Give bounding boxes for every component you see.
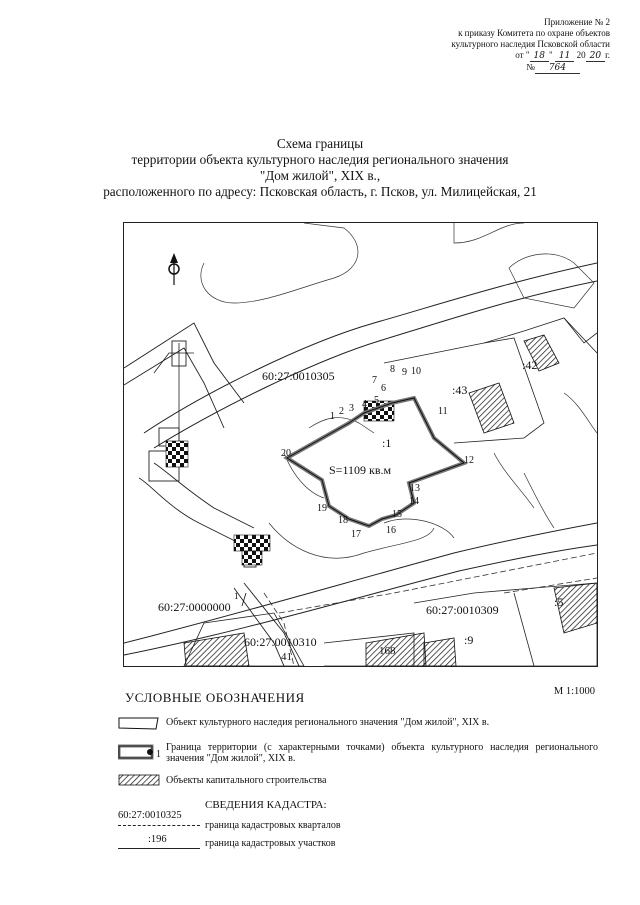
boundary-point-12: 12 — [464, 455, 474, 466]
title-line-3: "Дом жилой", XIX в., — [259, 168, 381, 183]
boundary-point-19: 19 — [317, 503, 327, 514]
appendix-date: от " 18 " 11 20 20 г. — [515, 50, 610, 61]
legend-item-boundary — [118, 742, 598, 768]
appendix-line-2: к приказу Комитета по охране объектов — [458, 28, 610, 38]
parcel-label-41: 41 — [281, 651, 292, 663]
cadastral-parcel-text: граница кадастровых участков — [205, 838, 336, 849]
legend-boundary-text: Граница территории (с характерными точками) объекта культурного наследия регионального значения "Дом жилой", XIX в. — [166, 742, 598, 764]
boundary-point-5: 5 — [374, 395, 379, 406]
cadastre-heading: СВЕДЕНИЯ КАДАСТРА: — [205, 799, 327, 811]
parcel-label-9: :9 — [464, 633, 474, 647]
parcel-label-1: :1 — [382, 436, 392, 450]
document-title — [0, 136, 640, 200]
map-labels — [124, 223, 597, 666]
boundary-point-16: 16 — [386, 525, 396, 536]
boundary-point-9: 9 — [402, 367, 407, 378]
marker-label: 1 — [234, 591, 239, 601]
parcel-label-5: :5 — [554, 595, 564, 609]
cadastral-label-se: 60:27:0010309 — [426, 603, 499, 617]
cadastral-label-main: 60:27:0010305 — [262, 369, 335, 383]
boundary-point-3: 3 — [349, 403, 354, 414]
map-scale: М 1:1000 — [553, 686, 595, 697]
title-line-2: территории объекта культурного наследия регионального значения — [131, 152, 509, 167]
appendix-number: № 764 — [350, 62, 610, 74]
boundary-point-8: 8 — [390, 364, 395, 375]
legend-heritage-text: Объект культурного наследия регионального значения "Дом жилой", XIX в. — [166, 717, 490, 728]
boundary-point-14: 14 — [409, 496, 419, 507]
boundary-point-18: 18 — [338, 515, 348, 526]
boundary-map — [123, 222, 598, 667]
parcel-label-43: :43 — [452, 383, 468, 397]
cadastral-parcel-line — [118, 848, 200, 849]
boundary-point-10: 10 — [411, 366, 421, 377]
capital-swatch-icon — [118, 774, 160, 786]
date-year: 20 — [586, 51, 605, 62]
date-month: 11 — [555, 51, 574, 62]
title-line-1: Схема границы — [276, 136, 364, 151]
legend-title: УСЛОВНЫЕ ОБОЗНАЧЕНИЯ — [125, 690, 305, 705]
legend-item-capital — [118, 774, 598, 788]
boundary-point-15: 15 — [392, 509, 402, 520]
boundary-point-17: 17 — [351, 529, 361, 540]
heritage-swatch-icon — [118, 716, 160, 730]
title-line-4: расположенного по адресу: Псковская область, г. Псков, ул. Милицейская, 21 — [103, 184, 537, 199]
parcel-label-168: 168 — [379, 645, 396, 657]
legend-item-heritage — [118, 716, 598, 734]
appendix-line-1: Приложение № 2 — [544, 17, 610, 27]
legend-capital-text: Объекты капитального строительства — [166, 775, 327, 786]
date-day: 18 — [530, 51, 549, 62]
boundary-point-1: 1 — [330, 411, 335, 422]
boundary-point-11: 11 — [438, 406, 448, 417]
cadastral-quarter-text: граница кадастровых кварталов — [205, 820, 341, 831]
appendix-line-3: культурного наследия Псковской области — [451, 39, 610, 49]
cadastral-quarter-sample: 60:27:0010325 — [118, 810, 182, 821]
boundary-point-2: 2 — [339, 406, 344, 417]
cadastral-parcel-sample: :196 — [148, 834, 167, 845]
area-label: S=1109 кв.м — [329, 463, 392, 477]
cadastral-label-sw: 60:27:0000000 — [158, 600, 231, 614]
cadastral-label-s: 60:27:0010310 — [244, 635, 317, 649]
boundary-point-13: 13 — [410, 483, 420, 494]
boundary-swatch-marker: 1 — [156, 749, 161, 760]
boundary-point-4: 4 — [362, 399, 367, 410]
order-number: 764 — [535, 63, 580, 74]
appendix-header — [350, 17, 610, 74]
boundary-point-6: 6 — [381, 383, 386, 394]
boundary-point-7: 7 — [372, 375, 377, 386]
cadastral-quarter-line — [118, 825, 200, 826]
boundary-point-20: 20 — [281, 448, 291, 459]
parcel-label-42: :42 — [522, 358, 538, 372]
